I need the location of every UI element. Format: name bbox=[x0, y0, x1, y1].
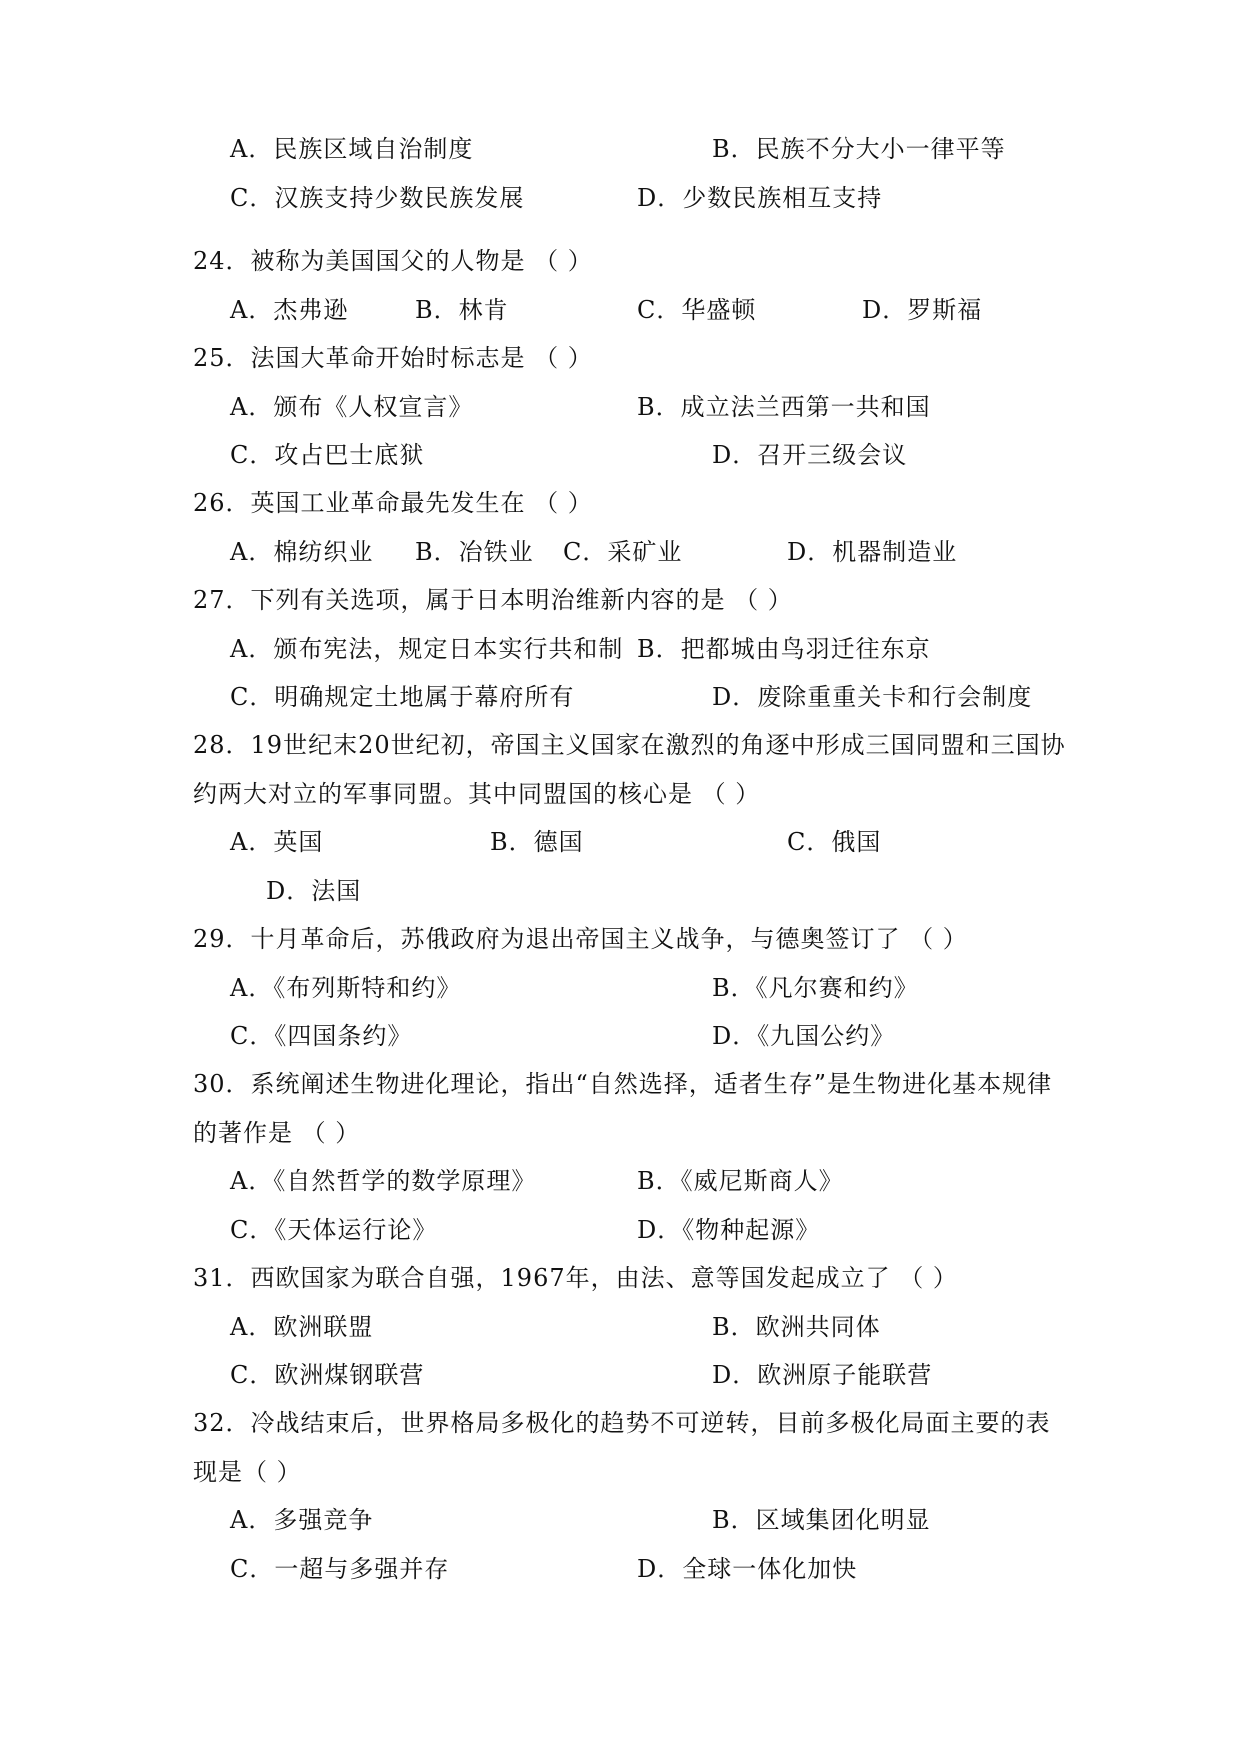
q28-option-d: D．法国 bbox=[266, 877, 362, 905]
q31-option-c: C．欧洲煤钢联营 bbox=[230, 1361, 425, 1389]
q24-stem: 24．被称为美国国父的人物是 （ ） bbox=[193, 247, 593, 275]
q25-stem: 25．法国大革命开始时标志是 （ ） bbox=[193, 344, 593, 372]
q25-option-c: C．攻占巴士底狱 bbox=[230, 441, 425, 469]
q32-option-d: D．全球一体化加快 bbox=[637, 1555, 858, 1583]
q23-option-c: C．汉族支持少数民族发展 bbox=[230, 184, 525, 212]
q28-stem-line2: 约两大对立的军事同盟。其中同盟国的核心是 （ ） bbox=[193, 780, 761, 808]
q31-option-a: A．欧洲联盟 bbox=[230, 1313, 374, 1341]
q23-option-d: D．少数民族相互支持 bbox=[637, 184, 883, 212]
q24-option-d: D．罗斯福 bbox=[862, 296, 983, 324]
q30-option-a: A．《自然哲学的数学原理》 bbox=[230, 1167, 537, 1195]
q23-option-b: B．民族不分大小一律平等 bbox=[712, 135, 1006, 163]
q31-option-d: D．欧洲原子能联营 bbox=[712, 1361, 933, 1389]
q29-option-a: A．《布列斯特和约》 bbox=[230, 974, 462, 1002]
q24-option-a: A．杰弗逊 bbox=[230, 296, 349, 324]
q27-option-b: B．把都城由鸟羽迁往东京 bbox=[637, 635, 931, 663]
q28-option-b: B．德国 bbox=[490, 828, 584, 856]
q32-option-b: B．区域集团化明显 bbox=[712, 1506, 931, 1534]
q29-stem: 29．十月革命后，苏俄政府为退出帝国主义战争，与德奥签订了 （ ） bbox=[193, 925, 968, 953]
q29-option-c: C．《四国条约》 bbox=[230, 1022, 413, 1050]
q30-stem-line1: 30．系统阐述生物进化理论，指出“自然选择，适者生存”是生物进化基本规律 bbox=[193, 1070, 1053, 1098]
q24-option-b: B．林肯 bbox=[415, 296, 509, 324]
q31-stem: 31．西欧国家为联合自强，1967年，由法、意等国发起成立了 （ ） bbox=[193, 1264, 958, 1292]
q26-option-d: D．机器制造业 bbox=[787, 538, 958, 566]
q32-option-a: A．多强竞争 bbox=[230, 1506, 374, 1534]
q30-option-c: C．《天体运行论》 bbox=[230, 1216, 438, 1244]
q27-option-d: D．废除重重关卡和行会制度 bbox=[712, 683, 1033, 711]
q30-option-b: B．《威尼斯商人》 bbox=[637, 1167, 844, 1195]
q26-option-b: B．冶铁业 bbox=[415, 538, 534, 566]
q26-stem: 26．英国工业革命最先发生在 （ ） bbox=[193, 489, 593, 517]
q27-stem: 27．下列有关选项，属于日本明治维新内容的是 （ ） bbox=[193, 586, 793, 614]
q30-option-d: D．《物种起源》 bbox=[637, 1216, 821, 1244]
q28-stem-line1: 28．19世纪末20世纪初，帝国主义国家在激烈的角逐中形成三国同盟和三国协 bbox=[193, 731, 1066, 759]
q25-option-b: B．成立法兰西第一共和国 bbox=[637, 393, 931, 421]
q25-option-a: A．颁布《人权宣言》 bbox=[230, 393, 474, 421]
q27-option-a: A．颁布宪法，规定日本实行共和制 bbox=[230, 635, 624, 663]
q32-option-c: C．一超与多强并存 bbox=[230, 1555, 450, 1583]
q28-option-a: A．英国 bbox=[230, 828, 324, 856]
q29-option-d: D．《九国公约》 bbox=[712, 1022, 896, 1050]
q30-stem-line2: 的著作是 （ ） bbox=[193, 1119, 361, 1147]
q23-option-a: A．民族区域自治制度 bbox=[230, 135, 474, 163]
q26-option-a: A．棉纺织业 bbox=[230, 538, 374, 566]
q32-stem-line1: 32．冷战结束后，世界格局多极化的趋势不可逆转，目前多极化局面主要的表 bbox=[193, 1409, 1051, 1437]
q31-option-b: B．欧洲共同体 bbox=[712, 1313, 881, 1341]
q28-option-c: C．俄国 bbox=[787, 828, 882, 856]
q24-option-c: C．华盛顿 bbox=[637, 296, 757, 324]
q27-option-c: C．明确规定土地属于幕府所有 bbox=[230, 683, 575, 711]
q26-option-c: C．采矿业 bbox=[563, 538, 683, 566]
q29-option-b: B．《凡尔赛和约》 bbox=[712, 974, 919, 1002]
q32-stem-line2: 现是（ ） bbox=[193, 1458, 302, 1486]
q25-option-d: D．召开三级会议 bbox=[712, 441, 908, 469]
